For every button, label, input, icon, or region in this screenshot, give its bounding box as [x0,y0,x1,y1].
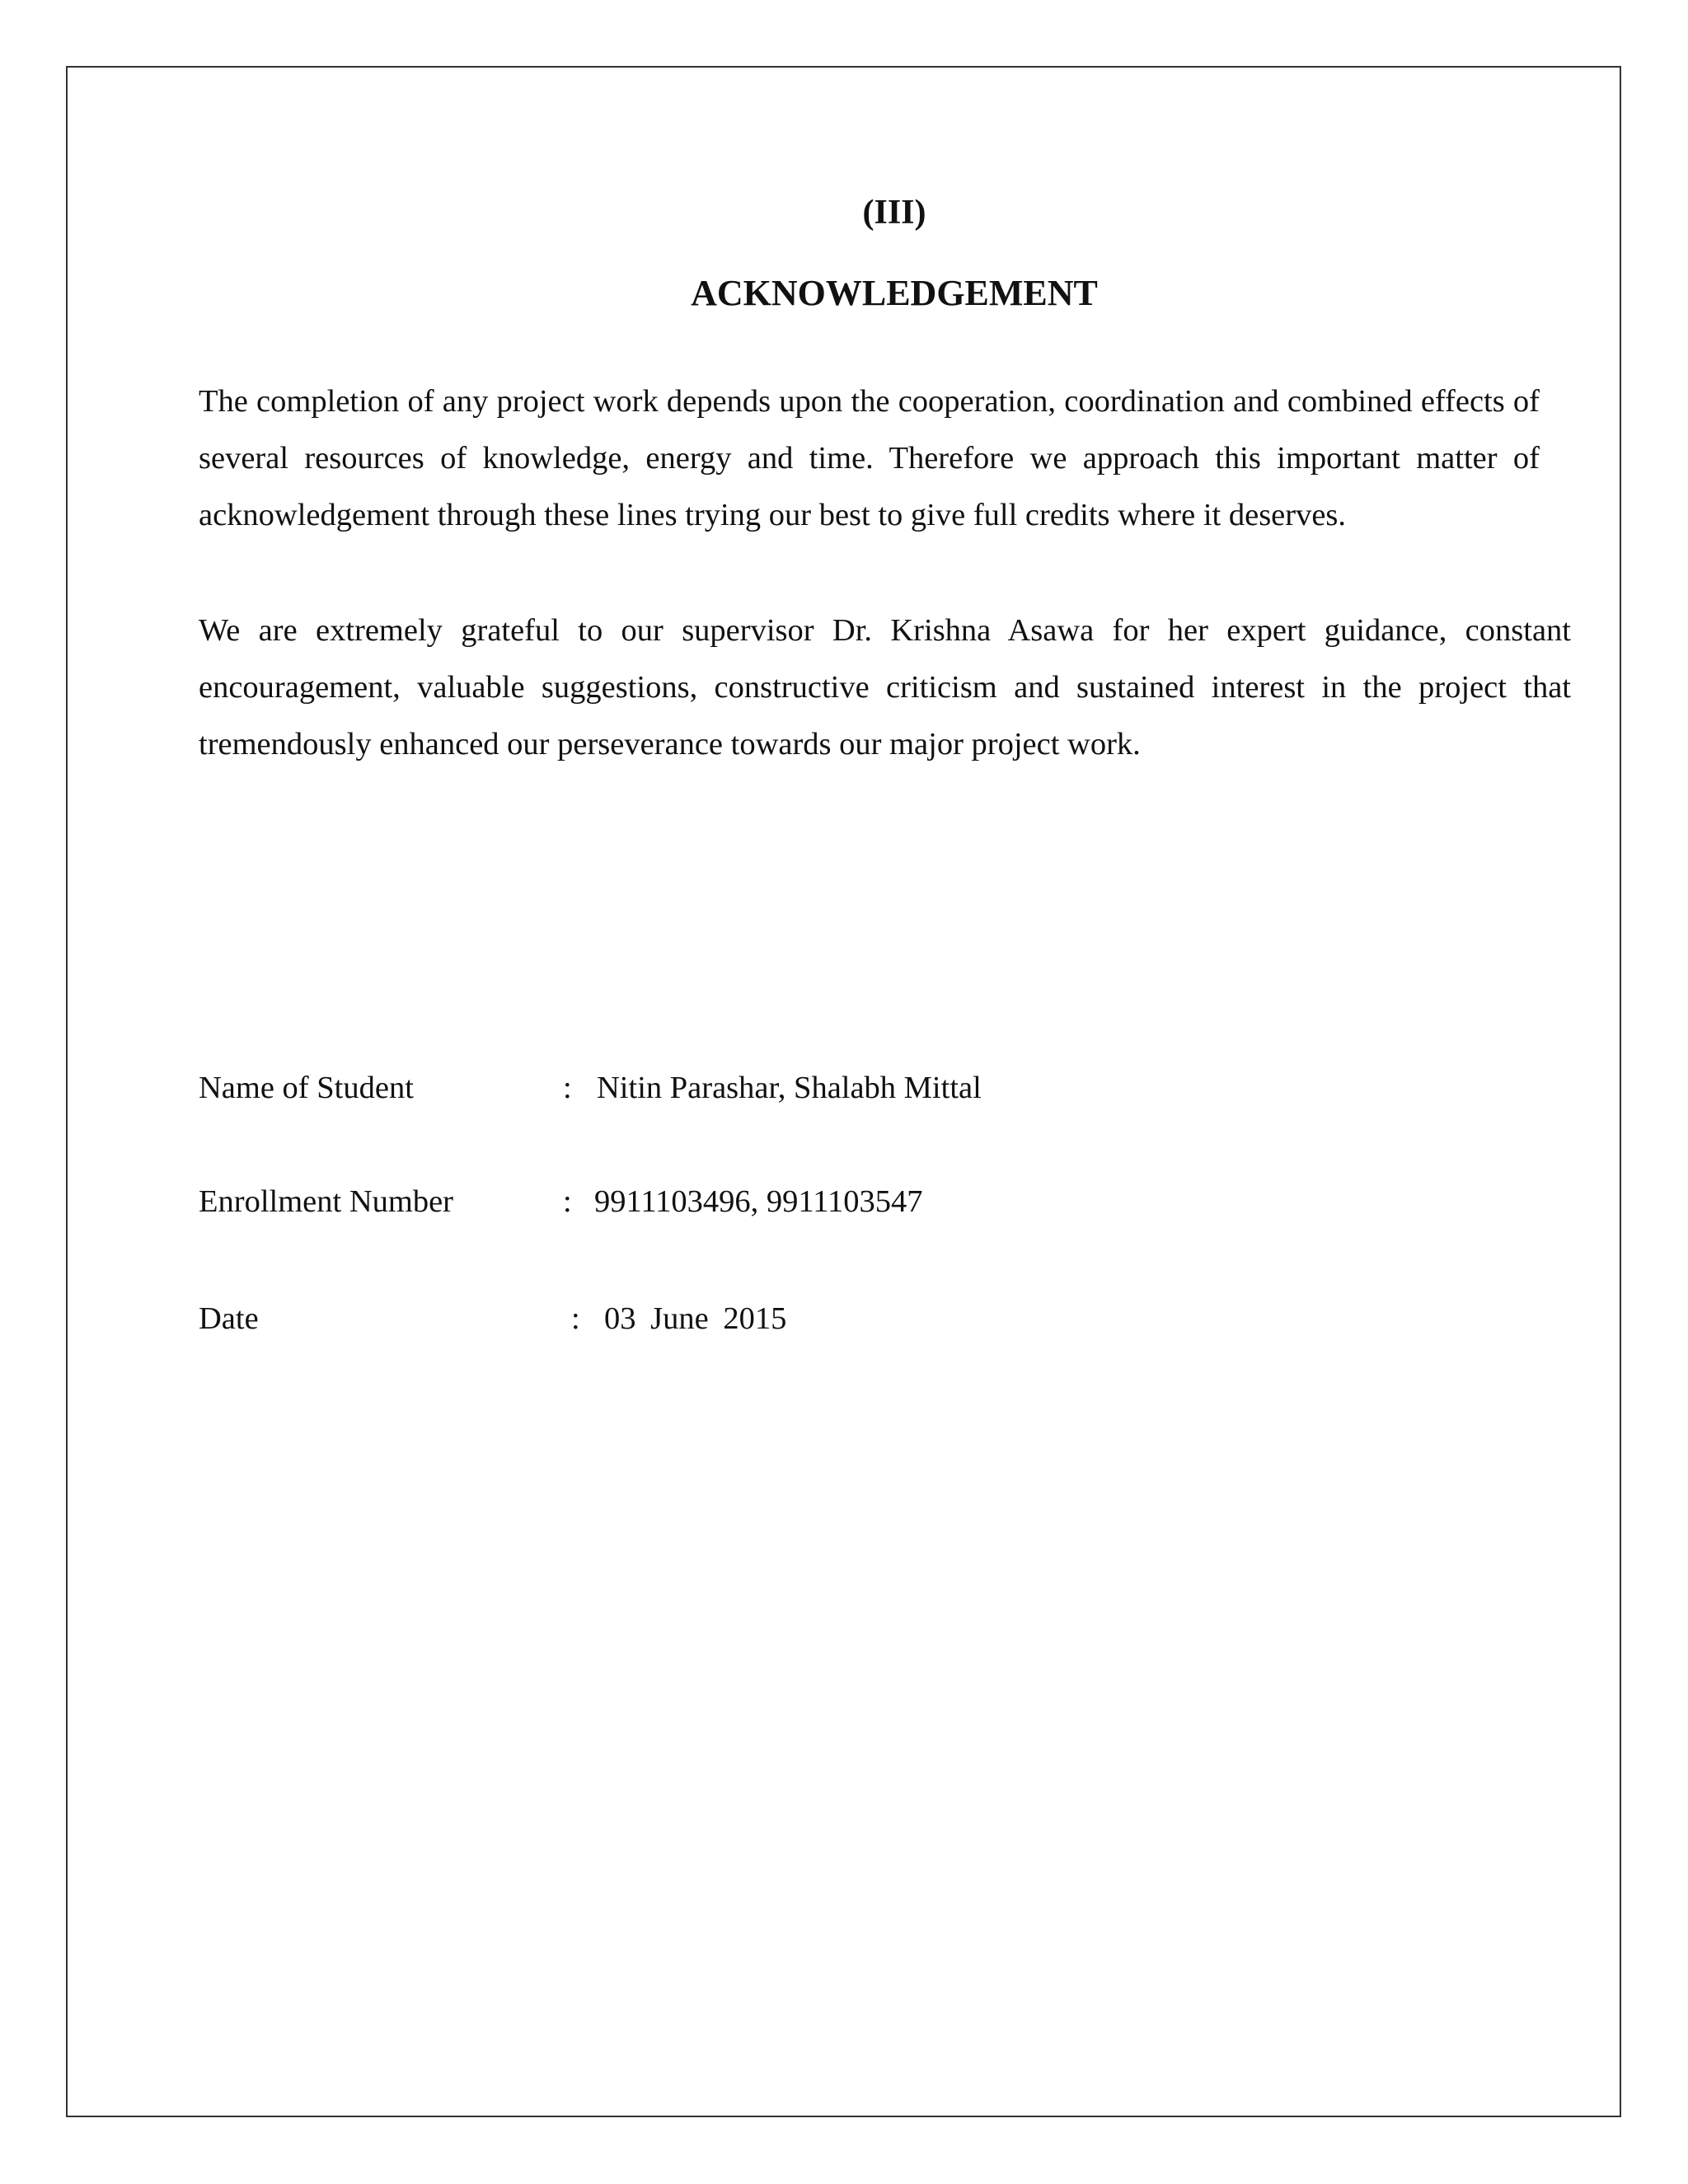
student-name-separator: : [563,1071,572,1105]
enrollment-number-value: 9911103496, 9911103547 [594,1184,923,1219]
enrollment-number-row [199,1177,1353,1226]
student-name-row [199,1063,1353,1113]
date-value: 03 June 2015 [604,1301,787,1336]
date-separator: : [571,1301,580,1336]
enrollment-number-separator: : [563,1184,572,1219]
section-number: (III) [862,194,926,232]
page-title: ACKNOWLEDGEMENT [691,273,1098,313]
date-row [199,1294,1353,1343]
enrollment-number-label: Enrollment Number [199,1184,453,1219]
student-name-label: Name of Student [199,1071,414,1105]
acknowledgement-paragraph-1: The completion of any project work depends upon the cooperation, coordination and combined effects of several resources of knowledge, energy and time. Therefore we approach this important matter of acknowledgement through these lines trying our best to give full credits where it deserves. [199,384,1540,532]
date-label: Date [199,1301,259,1336]
student-name-value: Nitin Parashar, Shalabh Mittal [597,1071,982,1105]
acknowledgement-paragraph-2: We are extremely grateful to our supervisor Dr. Krishna Asawa for her expert guidance, constant encouragement, valuable suggestions, constructive criticism and sustained interest in the project that tremendously enhanced our perseverance towards our major project work. [199,613,1571,762]
